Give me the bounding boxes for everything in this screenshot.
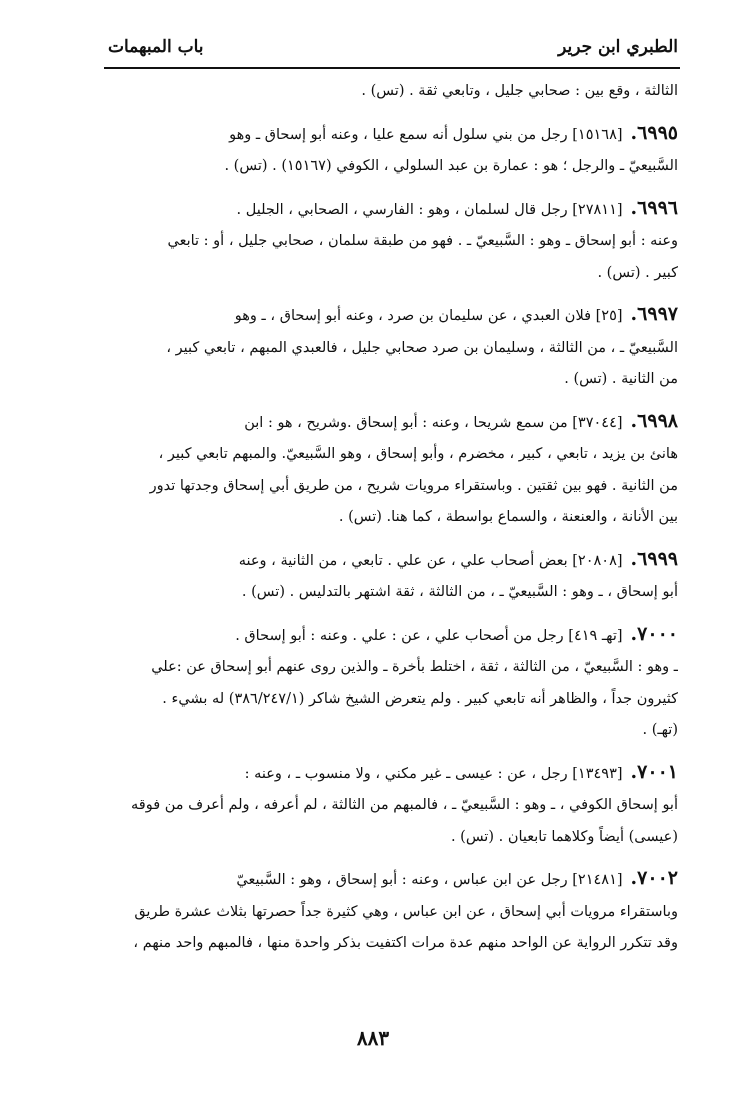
- entry-line: [108, 299, 678, 333]
- entry-text: وعنه : أبو إسحاق ـ وهو : السَّبيعيّ ـ . فهو من طبقة سلمان ، صحابي جليل ، أو : تابعي: [167, 233, 678, 249]
- entry-text: [١٣٤٩٣] رجل ، عن : عيسى ـ غير مكني ، ولا منسوب ـ ، وعنه :: [244, 765, 623, 782]
- page-number: ٨٨٣: [356, 1026, 390, 1050]
- entry-line: [108, 790, 678, 822]
- entry-text: [٢٧٨١١] رجل قال لسلمان ، وهو : الفارسي ، الصحابي ، الجليل .: [236, 201, 623, 218]
- entry-number: ٦٩٩٧.: [630, 303, 678, 325]
- entry-line: [108, 193, 678, 227]
- entry-number: ٦٩٩٩.: [630, 547, 678, 570]
- entry: [108, 406, 678, 534]
- entry-text: كبير . (تس) .: [597, 264, 678, 281]
- entry-line: [108, 439, 678, 471]
- entry-line: [108, 226, 678, 258]
- entry-line: [108, 822, 678, 854]
- entry-text: السَّبيعيّ ـ ، من الثالثة ، وسليمان بن صرد صحابي جليل ، فالعبدي المبهم ، تابعي كبير ،: [166, 339, 678, 356]
- entry-number: ٧٠٠٠.: [630, 622, 678, 645]
- entry-line: [108, 364, 678, 396]
- entry-text: ـ وهو : السَّبيعيّ ، من الثالثة ، ثقة ، اختلط بأخرة ـ والذين روى عنهم أبو إسحاق عن :علي: [151, 659, 678, 675]
- entry-line: [108, 151, 678, 183]
- entry-line: [108, 471, 678, 503]
- entry-text: هانئ بن يزيد ، تابعي ، كبير ، مخضرم ، وأبو إسحاق ، وهو السَّبيعيّ. والمبهم تابعي كبير ،: [158, 446, 678, 462]
- entry-text: [٣٧٠٤٤] من سمع شريحا ، وعنه : أبو إسحاق .وشريح ، هو : ابن: [244, 414, 623, 431]
- entry-text: [١٥١٦٨] رجل من بني سلول أنه سمع عليا ، وعنه أبو إسحاق ـ وهو: [229, 126, 623, 143]
- entry-line: [108, 258, 678, 290]
- entry-number: ٧٠٠٢.: [630, 867, 678, 889]
- entry-text: [٢٥] فلان العبدي ، عن سليمان بن صرد ، وعنه أبو إسحاق ، ـ وهو: [234, 308, 623, 324]
- header-rule: [104, 67, 680, 69]
- entry-number: ٦٩٩٨.: [630, 409, 678, 432]
- entry-line: [108, 544, 678, 578]
- entry-line: [108, 928, 678, 960]
- entry-text: السَّبيعيّ ـ والرجل ؛ هو : عمارة بن عبد السلولي ، الكوفي (١٥١٦٧) . (تس) .: [224, 158, 678, 174]
- entry-number: ٧٠٠١.: [630, 760, 678, 783]
- entry-text: الثالثة ، وقع بين : صحابي جليل ، وتابعي ثقة . (تس) .: [361, 83, 678, 99]
- entry: [108, 118, 678, 183]
- entry: [108, 619, 678, 747]
- page-body: [108, 76, 678, 970]
- entry-text: [٢١٤٨١] رجل عن ابن عباس ، وعنه : أبو إسحاق ، وهو : السَّبيعيّ: [236, 872, 623, 888]
- entry: [108, 193, 678, 290]
- entry-line: [108, 333, 678, 365]
- entry-line: [108, 577, 678, 609]
- entry-text: [٢٠٨٠٨] بعض أصحاب علي ، عن علي . تابعي ، من الثانية ، وعنه: [238, 552, 623, 569]
- entry-line: [108, 118, 678, 152]
- header-book-title: الطبري ابن جرير: [558, 37, 678, 57]
- entry-text: من الثانية . فهو بين ثقتين . وباستقراء مرويات شريح ، من طريق أبي إسحاق وجدتها تدور: [149, 477, 678, 494]
- entry-number: ٦٩٩٥.: [630, 121, 678, 144]
- entry-text: (تهـ) .: [642, 722, 678, 738]
- entry-line: [108, 76, 678, 108]
- entry-text: وباستقراء مرويات أبي إسحاق ، عن ابن عباس ، وهي كثيرة جداً حصرتها بثلاث عشرة طريق: [134, 903, 678, 920]
- running-header: [108, 32, 678, 62]
- entry: [108, 757, 678, 854]
- entry-text: بين الأنانة ، والعنعنة ، والسماع بواسطة ، كما هنا. (تس) .: [338, 509, 678, 525]
- entry-text: أبو إسحاق الكوفي ، ـ وهو : السَّبيعيّ ـ ، فالمبهم من الثالثة ، لم أعرفه ، ولم أعرف من فوقه: [131, 797, 678, 813]
- entry-line: [108, 863, 678, 897]
- entry-text: [تهـ ٤١٩] رجل من أصحاب علي ، عن : علي . وعنه : أبو إسحاق .: [235, 627, 623, 644]
- entry: [108, 544, 678, 609]
- entry-text: (عيسى) أيضاً وكلاهما تابعيان . (تس) .: [450, 828, 678, 845]
- header-chapter-title: باب المبهمات: [108, 37, 204, 57]
- entry: [108, 299, 678, 396]
- entry-text: وقد تتكرر الرواية عن الواحد منهم عدة مرات اكتفيت بذكر واحدة منها ، فالمبهم واحد منهم ،: [133, 935, 678, 951]
- entry-line: [108, 652, 678, 684]
- entry-number: ٦٩٩٦.: [630, 196, 678, 219]
- entry-text: أبو إسحاق ، ـ وهو : السَّبيعيّ ـ ، من الثالثة ، ثقة اشتهر بالتدليس . (تس) .: [241, 584, 678, 600]
- entry-line: [108, 684, 678, 716]
- entry-line: [108, 502, 678, 534]
- entry: [108, 863, 678, 960]
- entry-text: من الثانية . (تس) .: [564, 371, 678, 387]
- entry-line: [108, 757, 678, 791]
- entry: [108, 76, 678, 108]
- entry-line: [108, 715, 678, 747]
- entry-line: [108, 897, 678, 929]
- entry-line: [108, 406, 678, 440]
- entry-line: [108, 619, 678, 653]
- entry-text: كثيرون جداً ، والظاهر أنه تابعي كبير . ولم يتعرض الشيخ شاكر (٣٨٦/٢٤٧/١) له بشيء .: [162, 690, 678, 707]
